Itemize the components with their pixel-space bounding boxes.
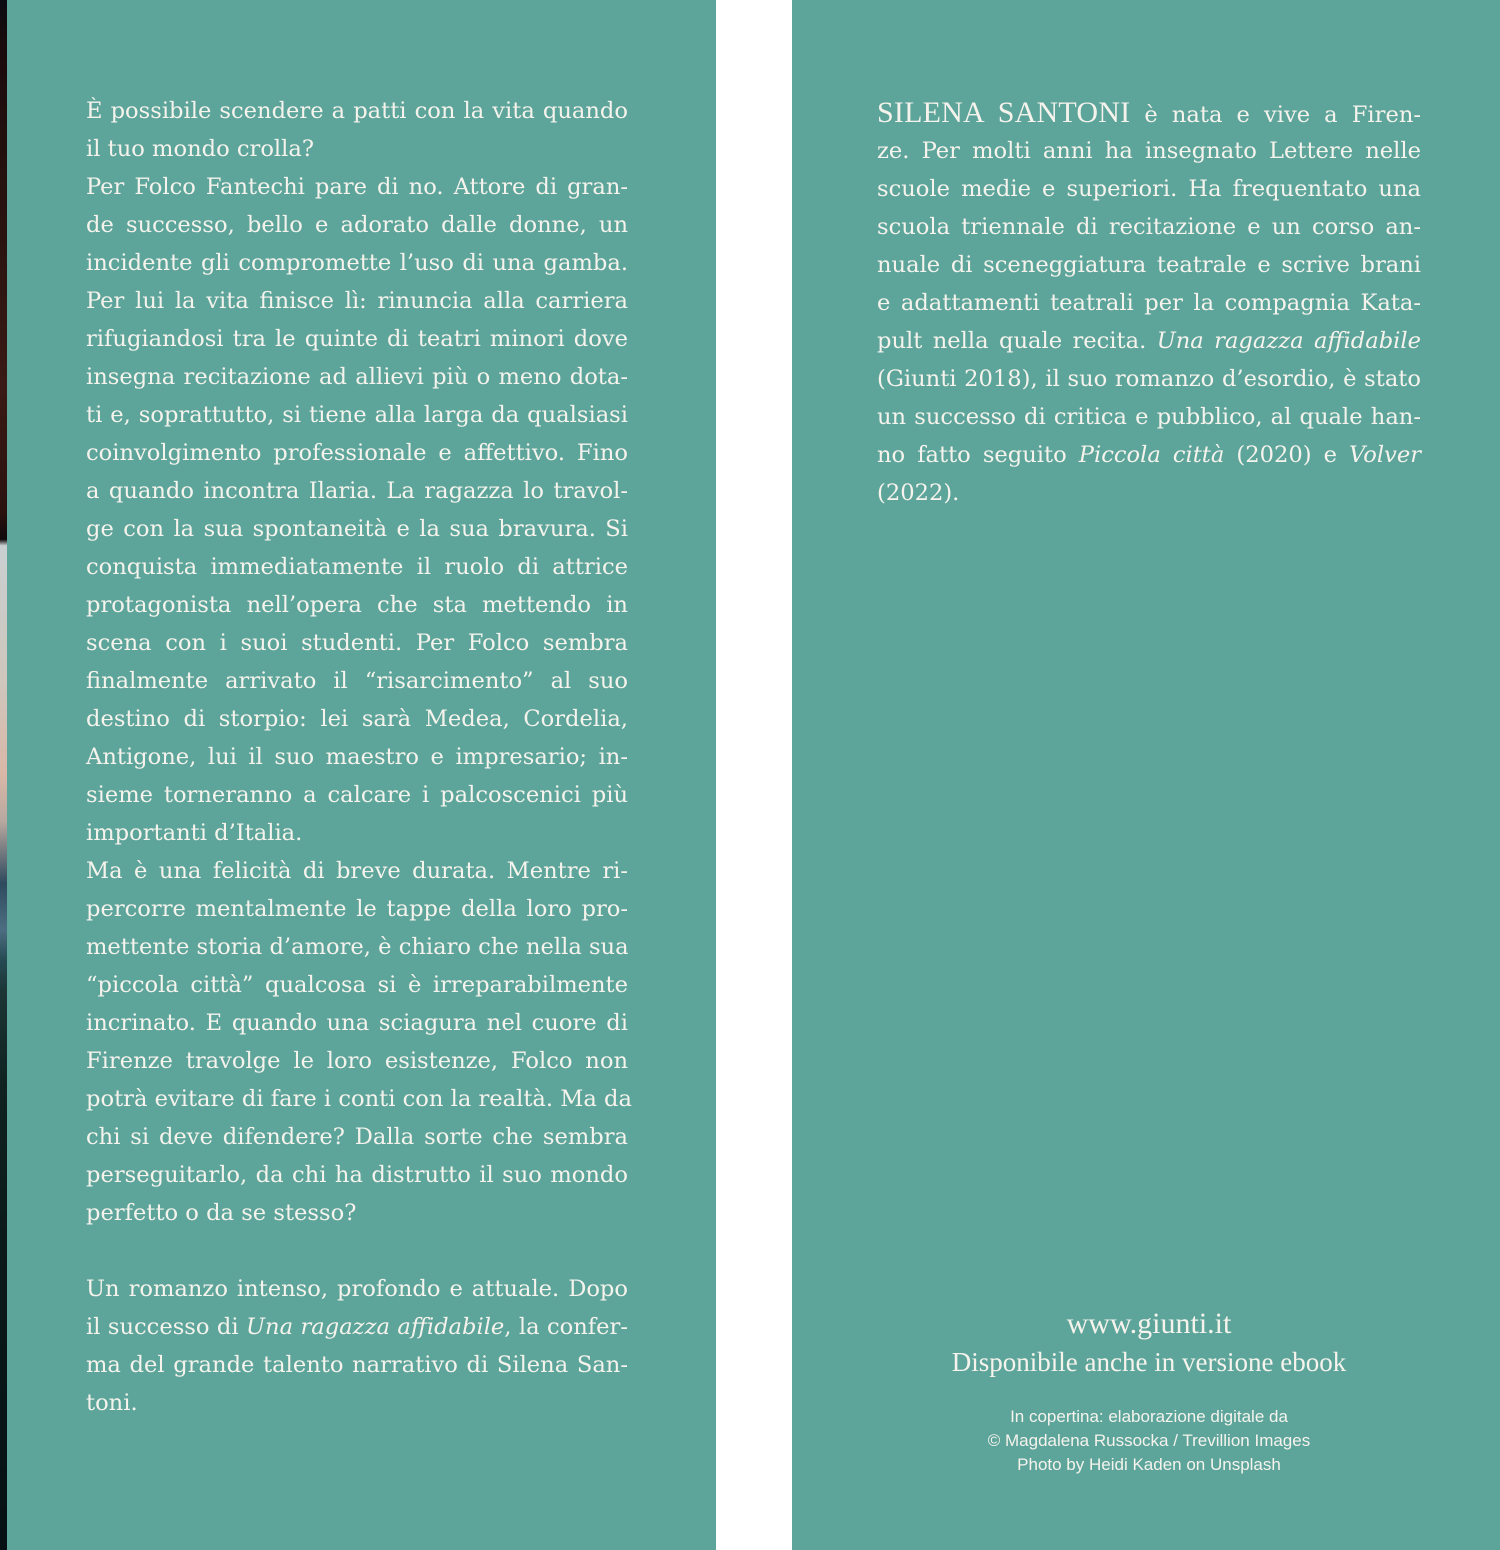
credit-line: © Magdalena Russocka / Trevillion Images — [987, 1431, 1311, 1450]
bio-line: (2022). — [877, 480, 960, 506]
synopsis-line: Per Folco Fantechi pare di no. Attore di gran- — [86, 174, 628, 200]
ebook-note: Disponibile anche in versione ebook — [951, 1347, 1347, 1377]
synopsis-line: Ma è una felicità di breve durata. Mentre ri- — [86, 858, 628, 884]
bio-line: ze. Per molti anni ha insegnato Lettere nelle — [877, 138, 1421, 164]
author-name: SILENA SANTONI — [877, 96, 1131, 129]
bio-line: un successo di critica e pubblico, al quale han- — [877, 404, 1421, 430]
book-title: Volver — [1348, 442, 1421, 468]
spine-gap — [716, 0, 792, 1550]
synopsis-line: ti e, soprattutto, si tiene alla larga da qualsiasi — [86, 402, 628, 428]
synopsis-line: rifugiandosi tra le quinte di teatri minori dove — [86, 326, 628, 352]
synopsis-line: È possibile scendere a patti con la vita quando — [86, 98, 628, 124]
synopsis-line: perseguitarlo, da chi ha distrutto il suo mondo — [86, 1162, 628, 1188]
author-bio — [877, 94, 1421, 512]
synopsis-line: a quando incontra Ilaria. La ragazza lo travol- — [86, 478, 628, 504]
credit-line: In copertina: elaborazione digitale da — [1010, 1407, 1288, 1426]
synopsis-line: incidente gli compromette l’uso di una gamba. — [86, 250, 628, 276]
synopsis-line: mettente storia d’amore, è chiaro che nella sua — [86, 934, 629, 960]
synopsis-line: importanti d’Italia. — [86, 820, 303, 846]
synopsis-line: Antigone, lui il suo maestro e impresario; in- — [86, 744, 628, 770]
bio-line — [877, 322, 1421, 360]
closing-text: il successo di — [86, 1314, 246, 1340]
front-cover-image-edge — [0, 0, 7, 1550]
bio-line: e adattamenti teatrali per la compagnia Kata- — [877, 290, 1421, 316]
book-title: Una ragazza affidabile — [246, 1314, 505, 1340]
synopsis-line: protagonista nell’opera che sta mettendo in — [86, 592, 628, 618]
synopsis-line: chi si deve difendere? Dalla sorte che sembra — [86, 1124, 628, 1150]
synopsis-line: incrinato. E quando una sciagura nel cuore di — [86, 1010, 628, 1036]
synopsis-line: percorre mentalmente le tappe della loro pro- — [86, 896, 628, 922]
synopsis-line: Per lui la vita finisce lì: rinuncia alla carriera — [86, 288, 628, 314]
synopsis-line: perfetto o da se stesso? — [86, 1200, 357, 1226]
closing-text: , la confer- — [504, 1314, 628, 1340]
bio-text: è nata e vive a Firen- — [1130, 102, 1421, 128]
synopsis-line: ge con la sua spontaneità e la sua bravura. Si — [86, 516, 628, 542]
closing-line — [86, 1308, 628, 1346]
credit-line: Photo by Heidi Kaden on Unsplash — [1017, 1455, 1281, 1474]
book-title: Piccola città — [1078, 442, 1225, 468]
synopsis-line: il tuo mondo crolla? — [86, 136, 314, 162]
bio-text: pult nella quale recita. — [877, 328, 1157, 354]
synopsis-line: destino di storpio: lei sarà Medea, Cordelia, — [86, 706, 628, 732]
bio-line — [877, 436, 1421, 474]
synopsis-line: coinvolgimento professionale e affettivo. Fino — [86, 440, 628, 466]
synopsis-line: Firenze travolge le loro esistenze, Folco non — [86, 1048, 628, 1074]
paragraph-gap — [86, 1232, 628, 1270]
bio-line — [877, 94, 1421, 132]
synopsis-line: potrà evitare di fare i conti con la realtà. Ma da — [86, 1086, 632, 1112]
synopsis-line: conquista immediatamente il ruolo di attrice — [86, 554, 628, 580]
bio-line: scuole medie e superiori. Ha frequentato una — [877, 176, 1421, 202]
bio-text: (2020) e — [1224, 442, 1349, 468]
synopsis — [86, 92, 632, 1422]
cover-credits — [877, 1405, 1421, 1477]
synopsis-line: insegna recitazione ad allievi più o meno dota- — [86, 364, 628, 390]
synopsis-line: “piccola città” qualcosa si è irreparabilmente — [86, 972, 628, 998]
synopsis-line: finalmente arrivato il “risarcimento” al suo — [86, 668, 628, 694]
closing-line: ma del grande talento narrativo di Silena San- — [86, 1352, 628, 1378]
book-title: Una ragazza affidabile — [1156, 328, 1421, 354]
bio-line: (Giunti 2018), il suo romanzo d’esordio, è stato — [877, 366, 1421, 392]
closing-line: toni. — [86, 1390, 138, 1416]
bio-line: scuola triennale di recitazione e un corso an- — [877, 214, 1421, 240]
synopsis-line: de successo, bello e adorato dalle donne, un — [86, 212, 628, 238]
bio-line: nuale di sceneggiatura teatrale e scrive brani — [877, 252, 1421, 278]
synopsis-line: scena con i suoi studenti. Per Folco sembra — [86, 630, 628, 656]
synopsis-line: sieme torneranno a calcare i palcoscenici più — [86, 782, 628, 808]
publisher-website: www.giunti.it — [1066, 1307, 1232, 1340]
closing-line: Un romanzo intenso, profondo e attuale. Dopo — [86, 1276, 628, 1302]
bio-text: no fatto seguito — [877, 442, 1079, 468]
